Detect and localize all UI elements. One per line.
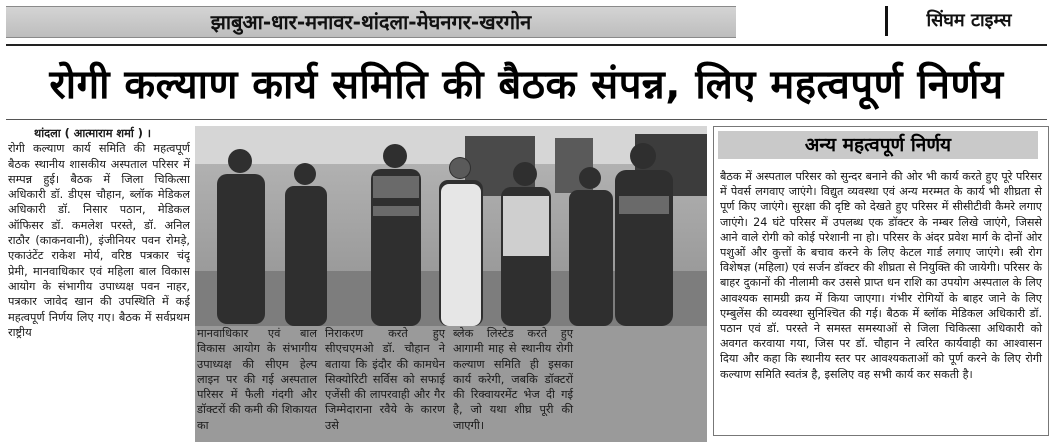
caption-column-2: निराकरण करते हुए सीएचएमओ डॉ. चौहान ने बताया कि इंदौर की कामधेन सिक्योरिटी सर्विस को सफाई एजेंसी की लापरवाही और गैर जिम्मेदाराना रवैये के कारण उसे [325,327,445,432]
photo-illustration [195,126,707,326]
byline: थांदला ( आत्माराम शर्मा ) । [34,127,152,140]
left-column-article [8,126,190,434]
headline-rule [6,119,1047,120]
newspaper-brand: सिंघम टाइम्स [885,6,1050,36]
city-list: झाबुआ-धार-मनावर-थांदला-मेघनगर-खरगोन [210,10,532,34]
left-column-text: रोगी कल्याण कार्य समिति की महत्वपूर्ण बैठक स्थानीय शासकीय अस्पताल परिसर में सम्पन्न हुई। बैठक में जिला चिकित्सा अधिकारी डॉ. डीएस चौहान, ब्लॉक मेडिकल अधिकारी डॉ. निसार पठान, मेडिकल ऑफिसर डॉ. कमलेश परस्ते, डॉ. अनिल राठौर (काकनवानी), इंजीनियर पवन रोमड़े, एकाउंटेंट राकेश मोर्य, वरिष्ठ पत्रकार चंदू प्रेमी, मानवाधिकार एवं महिला बाल विकास आयोग के संभागीय उपाध्यक्ष पवन नाहर, पत्रकार जावेद खान की उपस्थिति में कई महत्वपूर्ण निर्णय लिए गए। बैठक में सर्वप्रथम राष्ट्रीय [8,142,190,339]
header-rule [6,44,1047,46]
city-band [6,6,736,38]
sidebar-box [713,126,1049,436]
caption-column-1: मानवाधिकार एवं बाल विकास आयोग के संभागीय उपाध्यक्ष की सीएम हेल्प लाइन पर की गई अस्पताल परिसर में फैली गंदगी और डॉक्टरों की कमी की शिकायत का [197,327,317,432]
photo-caption-columns [195,322,707,437]
page-header [0,0,1053,44]
sidebar-text: बैठक में अस्पताल परिसर को सुन्दर बनाने की ओर भी कार्य करते हुए पूरे परिसर में पेवर्स लगवाए जाएंगे। विद्युत व्यवस्था एवं अन्य मरम्मत के कार्य भी शीघ्रता से पूर्ण किए जाएंगे। सुरक्षा की दृष्टि को देखते हुए परिसर में सीसीटीवी कैमरे लगाए जाएंगे। 24 घंटे परिसर में उपलब्ध एक डॉक्टर के नम्बर लिखे जाएंगे, जिससे आने वाले रोगी को कोई परेशानी ना हो। परिसर के अंदर प्रवेश मार्ग के दोनों ओर पशुओं और कुत्तों के बचाव करने के लिए केटल गार्ड लगाए जाएंगे। स्त्री रोग विशेषज्ञ (महिला) एवं सर्जन डॉक्टर की शीघ्रता से नियुक्ति की जायेगी। परिसर के बाहर दुकानों की नीलामी कर उससे प्राप्त धन राशि का उपयोग अस्पताल के लिए आवश्यक सामग्री क्रय में किया जाएगा। गंभीर रोगियों के बाहर जाने के लिए एम्बुलेंस की व्यवस्था सुनिश्चित की गई। बैठक में ब्लॉक मेडिकल अधिकारी डॉ. पठान एवं डॉ. परस्ते ने समस्त समस्याओं से जिला चिकित्सा अधिकारी को अवगत करवाया गया, जिस पर डॉ. चौहान ने त्वरित कार्यवाही का आश्वासन दिया और कहा कि स्थानीय स्तर पर आवश्यकताओं को पूर्ण करने के लिए रोगी कल्याण समिति स्वतंत्र है, इसलिए वह सभी कार्य कर सकती है। [720,170,1042,381]
sidebar-title: अन्य महत्वपूर्ण निर्णय [718,131,1038,159]
headline: रोगी कल्याण कार्य समिति की बैठक संपन्न, लिए महत्वपूर्ण निर्णय [49,62,1004,108]
caption-column-3: ब्लेक लिस्टेड करते हुए आगामी माह से स्थानीय रोगी कल्याण समिति ही इसका कार्य करेगी, जबकि डॉक्टरों की रिक्वायरमेंट भेज दी गई है, जो यथा शीघ्र पूरी की जाएगी। [453,327,573,432]
caption-column-4 [581,322,701,437]
